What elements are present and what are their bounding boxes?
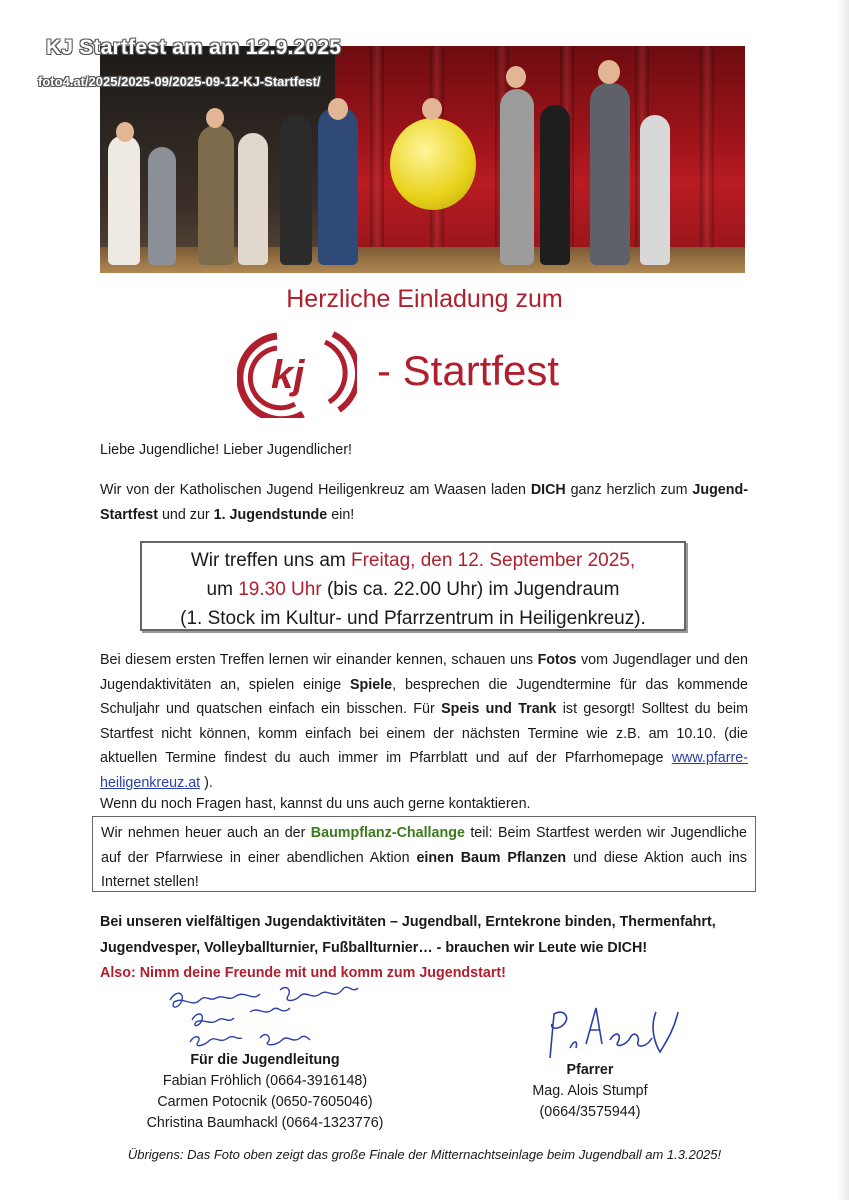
performer: [640, 115, 670, 265]
performer-head: [598, 60, 620, 84]
logo-text: kj: [271, 353, 305, 397]
pastor-block: [510, 1060, 670, 1123]
performer: [280, 115, 312, 265]
leader-contact: Carmen Potocnik (0650-7605046): [157, 1094, 373, 1110]
overlay-url: foto4.at/2025/2025-09/2025-09-12-KJ-Startfest/: [38, 74, 321, 89]
youth-leadership: [120, 1050, 410, 1134]
overlay-title: KJ Startfest am am 12.9.2025: [46, 36, 342, 59]
performer: [318, 107, 358, 265]
footnote: Übrigens: Das Foto oben zeigt das große Finale der Mitternachtseinlage beim Jugendball am 1.3.2025!: [127, 1147, 722, 1162]
challenge-name: Baumpflanz-Challange: [310, 825, 465, 841]
performer: [590, 83, 630, 265]
cheese-costume: [390, 118, 476, 210]
leaders-signatures: [160, 982, 400, 1052]
homepage-link[interactable]: www.pfarre-heiligenkreuz.at: [100, 750, 748, 791]
performer-head: [422, 98, 442, 120]
performer-head: [116, 122, 134, 142]
intro-paragraph: Wir von der Katholischen Jugend Heiligenkreuz am Waasen laden DICH ganz herzlich zum Jugend-Startfest und zur 1. Jugendstunde ein!: [100, 482, 748, 523]
leader-contact: Christina Baumhackl (0664-1323776): [146, 1115, 384, 1131]
curtain-fold: [370, 46, 384, 273]
meeting-line-1: Wir treffen uns am Freitag, den 12. September 2025,: [190, 550, 636, 571]
performer-head: [206, 108, 224, 128]
closing-paragraph: [100, 910, 760, 987]
curtain-fold: [700, 46, 714, 273]
performer: [108, 135, 140, 265]
closing-line-2: Also: Nimm deine Freunde mit und komm zum Jugendstart!: [100, 965, 506, 981]
pastor-signature: [540, 1000, 700, 1065]
title-startfest: - Startfest: [377, 347, 560, 394]
pastor-role: Pfarrer: [566, 1062, 614, 1078]
performer: [500, 89, 534, 265]
contact-line: Wenn du noch Fragen hast, kannst du uns auch gerne kontaktieren.: [100, 796, 531, 812]
page-edge: [837, 0, 849, 1200]
performer: [198, 125, 234, 265]
performer: [148, 147, 176, 265]
pastor-phone: (0664/3575944): [539, 1104, 641, 1120]
performer-head: [506, 66, 526, 88]
pastor-name: Mag. Alois Stumpf: [532, 1083, 648, 1099]
body-paragraph: Bei diesem ersten Treffen lernen wir einander kennen, schauen uns Fotos vom Jugendlager und den Jugendaktivitäten an, spielen einige Spiele, besprechen die Jugendtermine für das kommende Schuljahr und quatschen einfach ein bisschen. Für Speis und Trank ist gesorgt! Solltest du beim Startfest nicht können, komm einfach bei einem der nächsten Termine wie z.B. am 10.10. (die aktuellen Termine findest du auch immer im Pfarrblatt und auf der Pfarrhomepage www.pfarre-heiligenkreuz.at ).: [100, 652, 749, 791]
tree-challenge-box: Wir nehmen heuer auch an der Baumpflanz-Challange teil: Beim Startfest werden wir Jugendliche auf der Pfarrwiese in einer abendlichen Aktion einen Baum Pflanzen und diese Aktion auch ins Internet stellen!: [92, 816, 756, 892]
meeting-time: 19.30 Uhr: [238, 579, 322, 600]
kj-logo: [237, 328, 357, 418]
logo-right-arc: [325, 342, 345, 402]
meeting-line-3: (1. Stock im Kultur- und Pfarrzentrum in Heiligenkreuz).: [180, 608, 646, 629]
greeting: Liebe Jugendliche! Lieber Jugendlicher!: [100, 442, 352, 458]
closing-line-1: Bei unseren vielfältigen Jugendaktivitäten – Jugendball, Erntekrone binden, Thermenfahrt, Jugendvesper, Volleyballturnier, Fußballturnier… - brauchen wir Leute wie DICH!: [100, 914, 716, 956]
headline: Herzliche Einladung zum: [286, 285, 563, 313]
leadership-heading: Für die Jugendleitung: [190, 1052, 340, 1068]
meeting-date: Freitag, den 12. September 2025,: [351, 550, 636, 571]
performer-head: [328, 98, 348, 120]
performer: [540, 105, 570, 265]
leader-contact: Fabian Fröhlich (0664-3916148): [162, 1073, 368, 1089]
meeting-box: [140, 541, 686, 631]
meeting-line-2: um 19.30 Uhr (bis ca. 22.00 Uhr) im Jugendraum: [206, 579, 620, 600]
performer: [238, 133, 268, 265]
